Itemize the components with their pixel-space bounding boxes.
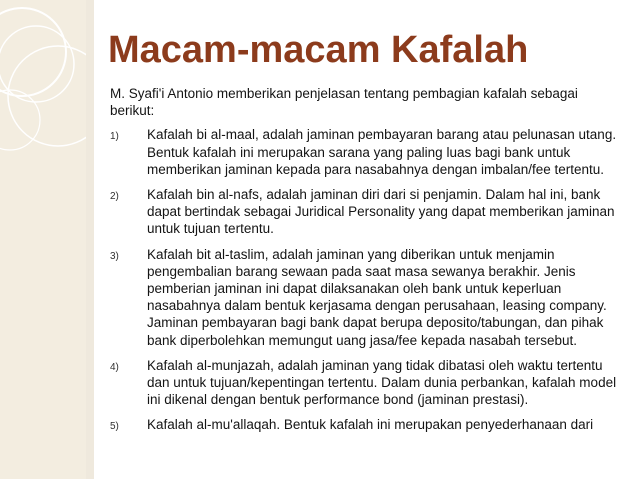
kafalah-type-list [110,126,625,435]
intro-paragraph: M. Syafi'i Antonio memberikan penjelasan tentang pembagian kafalah sebagai berikut: [110,86,578,119]
list-item-text: Kafalah bi al-maal, adalah jaminan pembayaran barang atau pelunasan utang. Bentuk kafalah ini merupakan sarana yang paling luas bagi bank untuk memberikan jaminan kepada para nasabahnya dengan imbalan/fee tertentu. [147,127,617,177]
list-item [110,126,625,178]
list-item-number: 3) [110,250,119,262]
list-item-number: 2) [110,191,119,203]
slide-title: Macam-macam Kafalah [108,29,529,71]
list-item-number: 1) [110,131,119,143]
decorative-side-band [0,0,86,479]
list-item-text: Kafalah al-mu'allaqah. Bentuk kafalah ini merupakan penyederhanaan dari [147,417,594,433]
list-item-text: Kafalah bin al-nafs, adalah jaminan diri dari si penjamin. Dalam hal ini, bank dapat bertindak sebagai Juridical Personality yang dapat memberikan jaminan untuk tujuan tertentu. [147,187,615,237]
list-item [110,416,625,435]
list-item-text: Kafalah bit al-taslim, adalah jaminan yang diberikan untuk menjamin pengembalian barang sewaan pada saat masa sewanya berakhir. Jenis pemberian jaminan ini dapat dilaksanakan oleh bank untuk keperluan nasabahnya dalam bentuk kerjasama dengan perusahaan, leasing company. Jaminan pembayaran bagi bank dapat berupa deposito/tabungan, dan pihak bank diperbolehkan memungut uang jasa/fee kepada nasabah tersebut. [147,246,607,348]
list-item-number: 4) [110,361,119,373]
list-item-number: 5) [110,421,119,433]
side-band-edge [86,0,94,479]
slide-body [110,85,625,444]
list-item [110,357,625,409]
decorative-circles [0,0,86,479]
list-item [110,186,625,238]
list-item [110,246,625,349]
list-item-text: Kafalah al-munjazah, adalah jaminan yang tidak dibatasi oleh waktu tertentu dan untuk tujuan/kepentingan tertentu. Dalam dunia perbankan, kafalah model ini dikenal dengan bentuk performance bond (jaminan prestasi). [147,357,617,408]
